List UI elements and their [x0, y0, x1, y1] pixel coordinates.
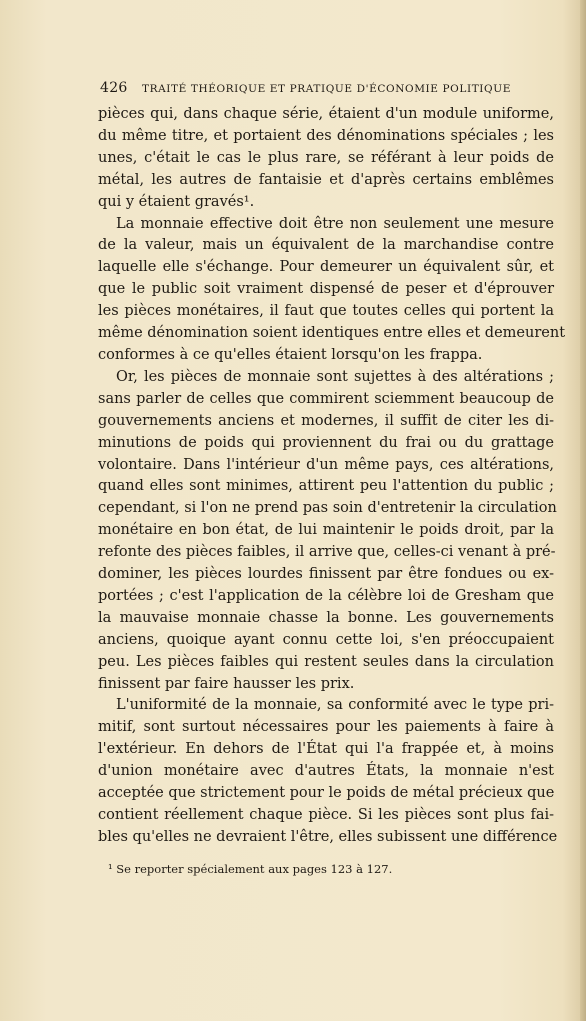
text-line: volontaire. Dans l'intérieur d'un même pays, ces altérations, — [98, 456, 554, 473]
page-edge — [580, 0, 586, 1021]
text-line: métal, les autres de fantaisie et d'après certains emblêmes — [98, 171, 554, 188]
text-line: qui y étaient gravés¹. — [98, 193, 255, 210]
text-line: L'uniformité de la monnaie, sa conformité avec le type pri- — [116, 697, 554, 714]
page-number: 426 — [100, 80, 128, 96]
text-line: peu. Les pièces faibles qui restent seules dans la circulation — [98, 653, 554, 670]
text-line: la mauvaise monnaie chasse la bonne. Les gouvernements — [98, 609, 554, 626]
text-line: de la valeur, mais un équivalent de la marchandise contre — [98, 237, 554, 254]
paragraph — [98, 367, 557, 696]
text-line: contient réellement chaque pièce. Si les pièces sont plus fai- — [98, 807, 554, 823]
text-line: que le public soit vraiment dispensé de peser et d'éprouver — [98, 281, 554, 298]
text-line: La monnaie effective doit être non seulement une mesure — [116, 215, 554, 232]
text-line: sans parler de celles que commirent sciemment beaucoup de — [98, 390, 554, 407]
text-line: mitif, sont surtout nécessaires pour les paiements à faire à — [98, 719, 554, 736]
footnote: ¹ Se reporter spécialement aux pages 123 à 127. — [108, 862, 393, 876]
paragraph — [98, 214, 566, 367]
text-line: d'union monétaire avec d'autres États, la monnaie n'est — [98, 763, 554, 780]
text-line: laquelle elle s'échange. Pour demeurer un équivalent sûr, et — [98, 259, 554, 276]
text-line: les pièces monétaires, il faut que toutes celles qui portent la — [98, 303, 554, 320]
text-line: cependant, si l'on ne prend pas soin d'entretenir la circulation — [98, 500, 557, 517]
text-line: Or, les pièces de monnaie sont sujettes à des altérations ; — [116, 368, 554, 385]
text-line: monétaire en bon état, de lui maintenir le poids droit, par la — [98, 522, 554, 539]
text-line: gouvernements anciens et modernes, il suffit de citer les di- — [98, 412, 554, 429]
text-line: finissent par faire hausser les prix. — [98, 675, 355, 692]
text-line: minutions de poids qui proviennent du frai ou du grattage — [98, 434, 554, 451]
running-header — [100, 80, 530, 96]
text-line: l'extérieur. En dehors de l'État qui l'a frappée et, à moins — [98, 741, 554, 758]
paragraph — [98, 104, 554, 214]
body-text — [98, 104, 566, 849]
text-line: unes, c'était le cas le plus rare, se référant à leur poids de — [98, 149, 554, 166]
text-line: portées ; c'est l'application de la célèbre loi de Gresham que — [98, 587, 554, 604]
text-line: conformes à ce qu'elles étaient lorsqu'on les frappa. — [98, 346, 483, 363]
text-line: bles qu'elles ne devraient l'être, elles subissent une différence — [98, 828, 558, 845]
text-line: du même titre, et portaient des dénominations spéciales ; les — [98, 127, 554, 144]
text-line: pièces qui, dans chaque série, étaient d'un module uniforme, — [98, 106, 554, 122]
text-line: dominer, les pièces lourdes finissent par être fondues ou ex- — [98, 566, 554, 583]
running-title: TRAITÉ THÉORIQUE ET PRATIQUE D'ÉCONOMIE POLITIQUE — [142, 83, 511, 95]
text-line: acceptée que strictement pour le poids de métal précieux que — [98, 785, 555, 802]
text-line: anciens, quoique ayant connu cette loi, s'en préoccupaient — [98, 631, 554, 648]
text-line: refonte des pièces faibles, il arrive que, celles-ci venant à pré- — [98, 544, 556, 561]
paragraph — [98, 695, 558, 848]
text-line: même dénomination soient identiques entre elles et demeurent — [98, 325, 566, 342]
text-line: quand elles sont minimes, attirent peu l'attention du public ; — [98, 478, 554, 495]
